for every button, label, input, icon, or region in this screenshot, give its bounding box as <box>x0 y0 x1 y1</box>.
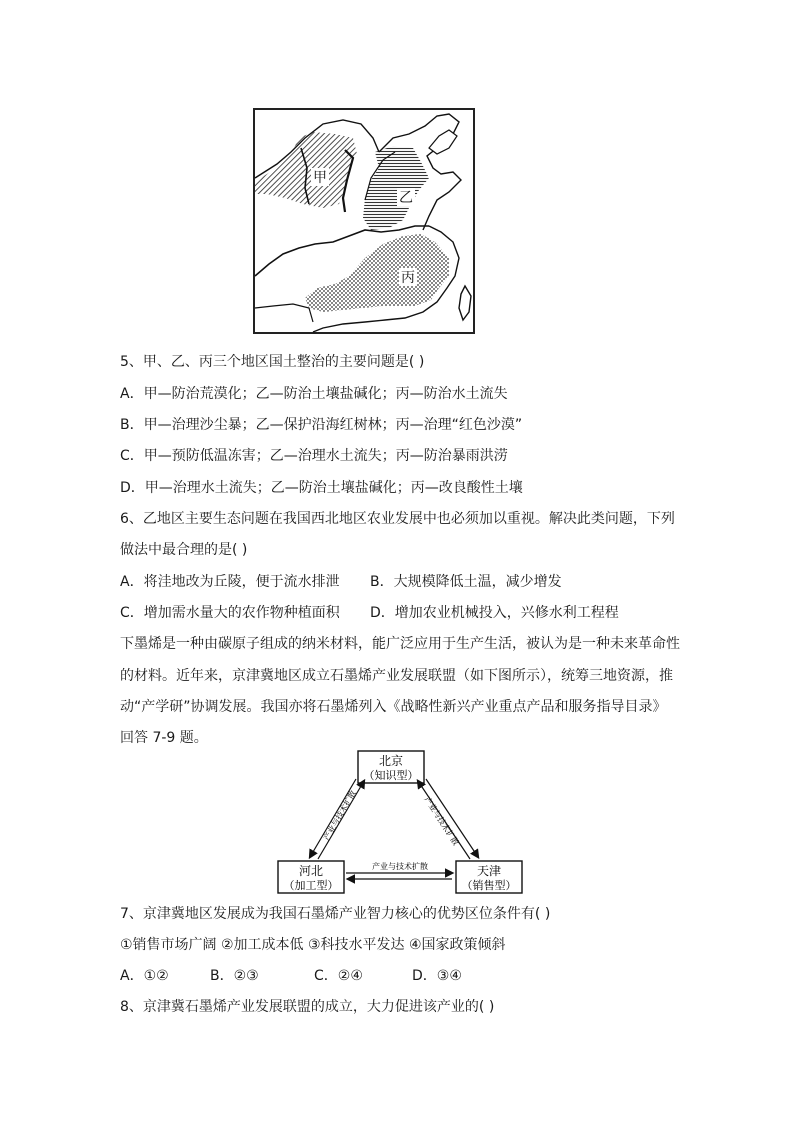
q5-stem: 5、甲、乙、丙三个地区国土整治的主要问题是( ) <box>120 354 425 370</box>
q6-option-a: A．将洼地改为丘陵，便于流水排泄 <box>120 574 340 590</box>
q5-option-c: C．甲—预防低温冻害；乙—治理水土流失；丙—防治暴雨洪涝 <box>120 448 508 464</box>
edge-label-left: 产业与技术扩散 <box>321 789 358 842</box>
beijing-name: 北京 <box>378 754 404 768</box>
q7-option-c: C．②④ <box>314 968 363 984</box>
china-region-map <box>253 108 475 334</box>
passage-line4: 回答 7-9 题。 <box>120 730 208 746</box>
beijing-type: （知识型） <box>363 769 419 782</box>
q7-option-a: A．①② <box>120 968 169 984</box>
q6-stem-line2: 做法中最合理的是( ) <box>120 542 248 558</box>
q7-conditions: ①销售市场广阔 ②加工成本低 ③科技水平发达 ④国家政策倾斜 <box>120 937 506 953</box>
q7-option-d: D．③④ <box>412 968 462 984</box>
tianjin-name: 天津 <box>476 864 502 878</box>
edge-label-right: 产业与技术扩散 <box>422 795 461 848</box>
label-yi: 乙 <box>399 190 413 206</box>
label-bing: 丙 <box>401 270 415 286</box>
label-jia: 甲 <box>313 170 327 186</box>
hebei-type: （加工型） <box>283 879 339 892</box>
q5-option-b: B．甲—治理沙尘暴；乙—保护沿海红树林；丙—治理“红色沙漠” <box>120 417 523 433</box>
graphene-alliance-diagram <box>274 749 526 895</box>
q7-stem: 7、京津冀地区发展成为我国石墨烯产业智力核心的优势区位条件有( ) <box>120 906 551 922</box>
q6-option-c: C．增加需水量大的农作物种植面积 <box>120 605 340 621</box>
q5-option-a: A．甲—防治荒漠化；乙—防治土壤盐碱化；丙—防治水土流失 <box>120 386 508 402</box>
q5-option-d: D．甲—治理水土流失；乙—防治土壤盐碱化；丙—改良酸性土壤 <box>120 480 523 496</box>
passage-line2: 的材料。近年来，京津冀地区成立石墨烯产业发展联盟（如下图所示），统筹三地资源，推 <box>120 668 673 684</box>
hebei-name: 河北 <box>298 864 324 878</box>
q7-option-b: B．②③ <box>210 968 259 984</box>
edge-label-bottom: 产业与技术扩散 <box>372 862 428 871</box>
passage-line1: 下墨烯是一种由碳原子组成的纳米材料，能广泛应用于生产生活，被认为是一种未来革命性 <box>120 636 680 652</box>
q6-option-b: B．大规模降低土温，减少增发 <box>370 574 562 590</box>
q6-option-d: D．增加农业机械投入，兴修水利工程程 <box>370 605 619 621</box>
q6-stem-line1: 6、乙地区主要生态问题在我国西北地区农业发展中也必须加以重视。解决此类问题，下列 <box>120 511 675 527</box>
passage-line3: 动“产学研”协调发展。我国亦将石墨烯列入《战略性新兴产业重点产品和服务指导目录》 <box>120 699 667 715</box>
tianjin-type: （销售型） <box>461 879 517 892</box>
q8-stem: 8、京津冀石墨烯产业发展联盟的成立，大力促进该产业的( ) <box>120 999 495 1015</box>
